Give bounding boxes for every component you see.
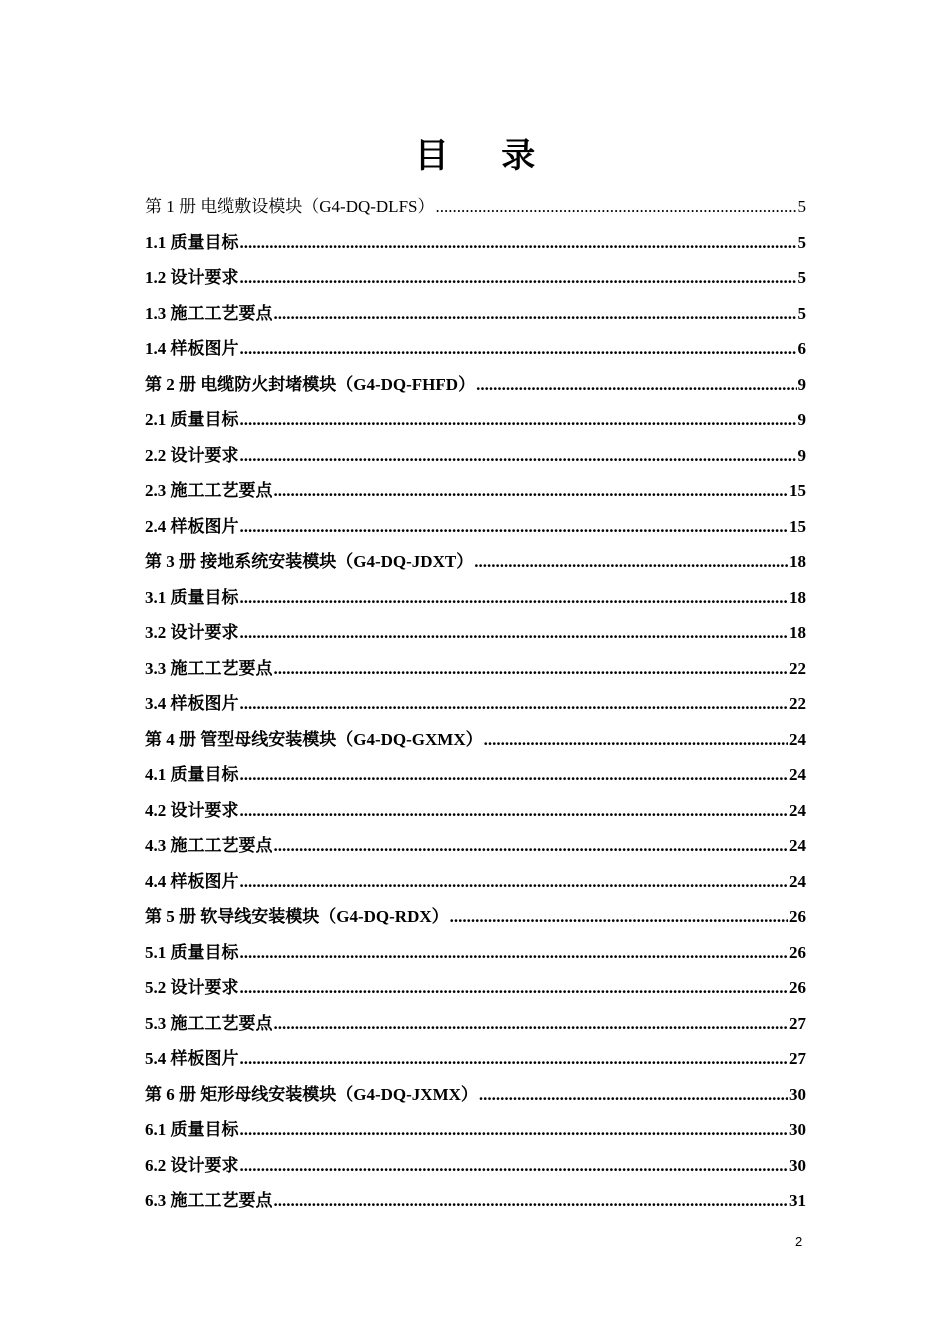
toc-entry-page: 5: [797, 232, 806, 252]
toc-entry-page: 5: [797, 268, 806, 287]
toc-entry-page: 30: [789, 1120, 806, 1139]
toc-entry[interactable]: [145, 367, 806, 403]
toc-entry[interactable]: [145, 899, 806, 935]
dot-leader: [240, 225, 797, 261]
dot-leader: [240, 1148, 789, 1184]
toc-entry[interactable]: [145, 331, 806, 367]
toc-entry-label: 5.4 样板图片: [145, 1049, 239, 1068]
toc-entry[interactable]: [145, 864, 806, 900]
toc-entry-page: 27: [789, 1013, 806, 1033]
toc-entry[interactable]: [145, 473, 806, 509]
toc-entry[interactable]: [145, 651, 806, 687]
toc-entry[interactable]: [145, 544, 806, 580]
toc-entry-label: 3.3 施工工艺要点: [145, 658, 273, 678]
toc-entry-page: 15: [789, 481, 806, 500]
toc-entry-page: 24: [789, 836, 806, 855]
toc-entry-page: 9: [797, 374, 806, 394]
toc-entry[interactable]: [145, 686, 806, 722]
toc-entry-label: 第 3 册 接地系统安装模块（G4-DQ-JDXT）: [145, 552, 474, 571]
dot-leader: [274, 828, 789, 864]
toc-entry[interactable]: [145, 402, 806, 438]
toc-entry-label: 6.1 质量目标: [145, 1120, 239, 1139]
dot-leader: [274, 473, 789, 509]
toc-entry-page: 5: [797, 197, 806, 216]
dot-leader: [450, 899, 788, 935]
toc-entry[interactable]: [145, 757, 806, 793]
toc-entry-page: 5: [797, 303, 806, 323]
page-title: 目 录: [414, 138, 558, 175]
toc-entry-label: 第 2 册 电缆防火封堵模块（G4-DQ-FHFD）: [145, 374, 476, 394]
toc-entry-page: 26: [789, 978, 806, 997]
toc-entry-page: 18: [789, 623, 806, 642]
toc-entry[interactable]: [145, 438, 806, 474]
toc-entry-label: 2.4 样板图片: [145, 516, 239, 536]
toc-entry-label: 3.4 样板图片: [145, 694, 239, 713]
toc-entry-page: 30: [789, 1084, 806, 1104]
dot-leader: [240, 686, 789, 722]
toc-entry[interactable]: [145, 509, 806, 545]
toc-entry-page: 24: [789, 800, 806, 820]
toc-entry-label: 5.1 质量目标: [145, 942, 239, 962]
dot-leader: [240, 438, 797, 474]
toc-entry-page: 9: [797, 410, 806, 429]
toc-entry-label: 2.3 施工工艺要点: [145, 481, 273, 500]
toc-entry-page: 18: [789, 552, 806, 571]
toc-entry-label: 4.2 设计要求: [145, 800, 239, 820]
toc-entry[interactable]: [145, 935, 806, 971]
dot-leader: [476, 367, 796, 403]
dot-leader: [240, 864, 789, 900]
toc-entry-label: 3.2 设计要求: [145, 623, 239, 642]
toc-entry-label: 5.3 施工工艺要点: [145, 1013, 273, 1033]
table-of-contents: [145, 189, 806, 1219]
toc-entry-label: 1.2 设计要求: [145, 268, 239, 287]
toc-entry-label: 1.3 施工工艺要点: [145, 303, 273, 323]
toc-entry[interactable]: [145, 189, 806, 225]
dot-leader: [240, 580, 789, 616]
toc-entry-page: 24: [789, 729, 806, 749]
toc-entry-page: 26: [789, 907, 806, 926]
toc-entry-page: 30: [789, 1155, 806, 1175]
toc-entry[interactable]: [145, 580, 806, 616]
toc-entry-label: 1.1 质量目标: [145, 232, 239, 252]
toc-entry[interactable]: [145, 1183, 806, 1219]
dot-leader: [240, 509, 789, 545]
toc-entry[interactable]: [145, 1077, 806, 1113]
toc-entry[interactable]: [145, 1006, 806, 1042]
toc-entry[interactable]: [145, 1041, 806, 1077]
dot-leader: [274, 1006, 789, 1042]
dot-leader: [240, 402, 797, 438]
dot-leader: [474, 544, 788, 580]
toc-entry-page: 24: [789, 765, 806, 784]
toc-entry-page: 22: [789, 658, 806, 678]
toc-entry[interactable]: [145, 970, 806, 1006]
toc-entry[interactable]: [145, 615, 806, 651]
dot-leader: [435, 189, 796, 225]
toc-entry-label: 4.4 样板图片: [145, 871, 239, 891]
toc-entry[interactable]: [145, 722, 806, 758]
toc-entry-label: 4.1 质量目标: [145, 765, 239, 784]
toc-entry-page: 18: [789, 587, 806, 607]
toc-entry-label: 5.2 设计要求: [145, 978, 239, 997]
toc-entry[interactable]: [145, 828, 806, 864]
toc-entry-page: 31: [789, 1191, 806, 1210]
toc-entry-page: 27: [789, 1049, 806, 1068]
toc-entry-label: 第 6 册 矩形母线安装模块（G4-DQ-JXMX）: [145, 1084, 478, 1104]
dot-leader: [240, 260, 797, 296]
dot-leader: [240, 757, 789, 793]
dot-leader: [240, 1041, 789, 1077]
toc-entry-page: 9: [797, 445, 806, 465]
dot-leader: [240, 793, 789, 829]
toc-entry-page: 26: [789, 942, 806, 962]
dot-leader: [274, 296, 797, 332]
toc-entry-label: 第 5 册 软导线安装模块（G4-DQ-RDX）: [145, 907, 449, 926]
toc-entry-label: 6.3 施工工艺要点: [145, 1191, 273, 1210]
toc-entry-page: 22: [789, 694, 806, 713]
dot-leader: [479, 1077, 788, 1113]
toc-entry[interactable]: [145, 260, 806, 296]
toc-entry-label: 4.3 施工工艺要点: [145, 836, 273, 855]
toc-entry-label: 第 1 册 电缆敷设模块（G4-DQ-DLFS）: [145, 197, 435, 216]
dot-leader: [274, 651, 789, 687]
toc-entry[interactable]: [145, 1112, 806, 1148]
dot-leader: [240, 1112, 789, 1148]
toc-entry[interactable]: [145, 225, 806, 261]
toc-entry-label: 2.2 设计要求: [145, 445, 239, 465]
dot-leader: [240, 935, 789, 971]
dot-leader: [240, 970, 789, 1006]
toc-entry-label: 3.1 质量目标: [145, 587, 239, 607]
toc-entry-page: 15: [789, 516, 806, 536]
toc-entry-label: 6.2 设计要求: [145, 1155, 239, 1175]
dot-leader: [240, 615, 789, 651]
toc-entry-page: 24: [789, 871, 806, 891]
toc-entry-page: 6: [797, 339, 806, 358]
toc-entry-label: 2.1 质量目标: [145, 410, 239, 429]
toc-entry[interactable]: [145, 793, 806, 829]
toc-entry-label: 1.4 样板图片: [145, 339, 239, 358]
dot-leader: [240, 331, 797, 367]
page-number: 2: [795, 1234, 803, 1249]
dot-leader: [484, 722, 788, 758]
dot-leader: [274, 1183, 789, 1219]
toc-entry[interactable]: [145, 1148, 806, 1184]
toc-entry[interactable]: [145, 296, 806, 332]
toc-entry-label: 第 4 册 管型母线安装模块（G4-DQ-GXMX）: [145, 729, 483, 749]
